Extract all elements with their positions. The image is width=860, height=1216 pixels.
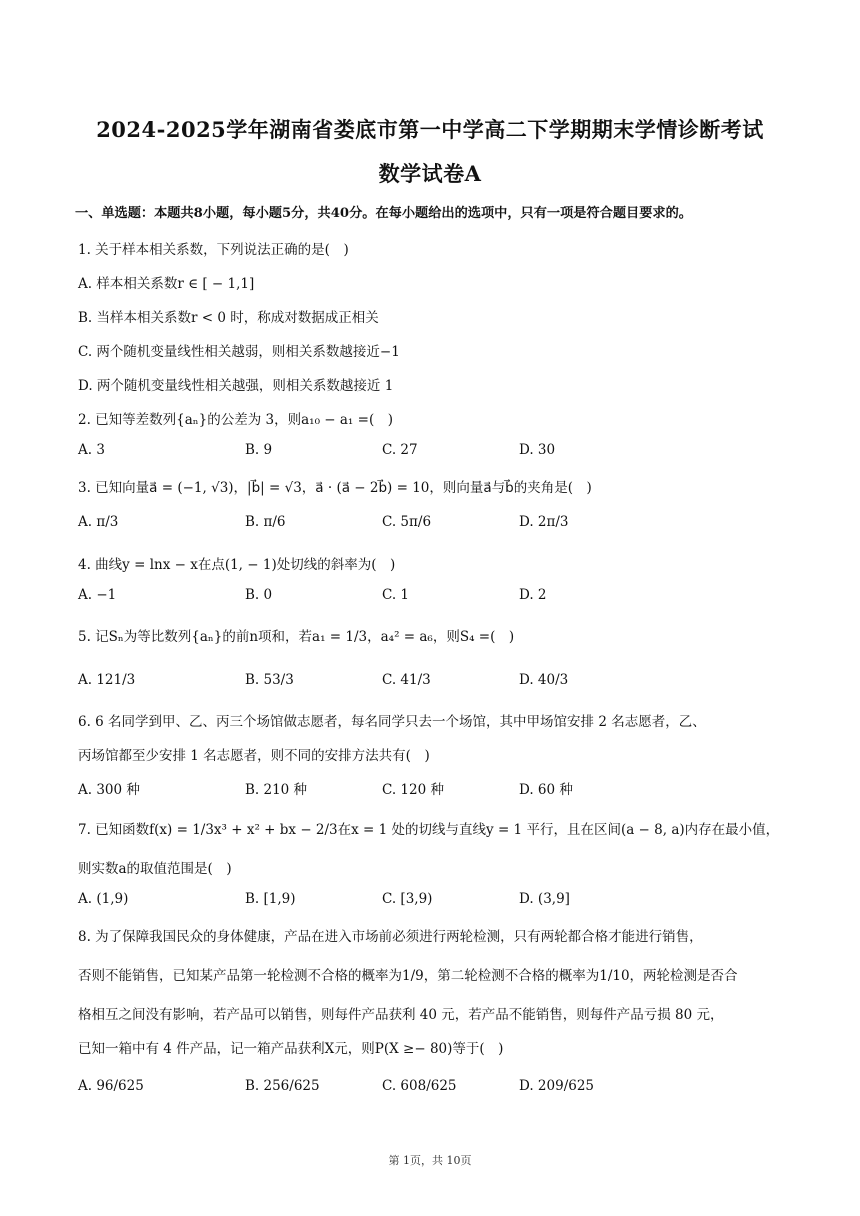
- question-7-option-b: B. [1,9): [245, 891, 296, 907]
- question-7-option-a: A. (1,9): [78, 891, 129, 907]
- question-8-stem-line4: 已知一箱中有 4 件产品，记一箱产品获利X元，则P(X ≥− 80)等于( ): [78, 1041, 504, 1057]
- question-3-option-d: D. 2π/3: [519, 514, 569, 530]
- question-6-stem-line1: 6. 6 名同学到甲、乙、丙三个场馆做志愿者，每名同学只去一个场馆，其中甲场馆安排 2 名志愿者，乙、: [78, 714, 706, 730]
- question-2-option-a: A. 3: [78, 442, 105, 458]
- exam-title: 2024-2025学年湖南省娄底市第一中学高二下学期期末学情诊断考试: [96, 117, 764, 142]
- question-2-stem: 2. 已知等差数列{aₙ}的公差为 3，则a₁₀ − a₁ =( ): [78, 412, 393, 428]
- question-5-stem: 5. 记Sₙ为等比数列{aₙ}的前n项和，若a₁ = 1/3，a₄² = a₆，则S₄ =( ): [78, 629, 515, 645]
- question-6-option-d: D. 60 种: [519, 782, 573, 798]
- section-heading: 一、单选题：本题共8小题，每小题5分，共40分。在每小题给出的选项中，只有一项是符合题目要求的。: [75, 206, 692, 221]
- question-1-option-b: B. 当样本相关系数r < 0 时，称成对数据成正相关: [78, 310, 379, 326]
- question-6-stem-line2: 丙场馆都至少安排 1 名志愿者，则不同的安排方法共有( ): [78, 748, 430, 764]
- question-7-option-d: D. (3,9]: [519, 891, 570, 907]
- question-8-option-b: B. 256/625: [245, 1078, 320, 1094]
- question-8-option-c: C. 608/625: [382, 1078, 457, 1094]
- question-7-stem-line1: 7. 已知函数f(x) = 1/3x³ + x² + bx − 2/3在x = 1 处的切线与直线y = 1 平行，且在区间(a − 8, a)内存在最小值，: [78, 822, 780, 838]
- question-5-option-d: D. 40/3: [519, 672, 569, 688]
- question-6-option-c: C. 120 种: [382, 782, 444, 798]
- question-8-stem-line1: 8. 为了保障我国民众的身体健康，产品在进入市场前必须进行两轮检测，只有两轮都合格才能进行销售，: [78, 929, 703, 945]
- page-footer: 第 1页，共 10页: [388, 1154, 472, 1167]
- question-8-option-a: A. 96/625: [78, 1078, 144, 1094]
- question-4-option-b: B. 0: [245, 587, 273, 603]
- question-1-option-d: D. 两个随机变量线性相关越强，则相关系数越接近 1: [78, 378, 394, 394]
- question-5-option-b: B. 53/3: [245, 672, 294, 688]
- question-7-option-c: C. [3,9): [382, 891, 433, 907]
- question-7-stem-line2: 则实数a的取值范围是( ): [78, 861, 232, 877]
- question-2-option-d: D. 30: [519, 442, 556, 458]
- question-3-stem: 3. 已知向量a⃗ = (−1, √3)，|b⃗| = √3，a⃗ · (a⃗ − 2b⃗) = 10，则向量a⃗与b⃗的夹角是( ): [78, 480, 592, 496]
- question-4-option-c: C. 1: [382, 587, 410, 603]
- question-5-option-c: C. 41/3: [382, 672, 431, 688]
- question-1-option-a: A. 样本相关系数r ∈ [ − 1,1]: [78, 276, 255, 292]
- question-8-stem-line2: 否则不能销售，已知某产品第一轮检测不合格的概率为1/9，第二轮检测不合格的概率为1/10，两轮检测是否合: [78, 968, 738, 984]
- question-6-option-a: A. 300 种: [78, 782, 140, 798]
- question-8-stem-line3: 格相互之间没有影响，若产品可以销售，则每件产品获利 40 元，若产品不能销售，则每件产品亏损 80 元，: [78, 1007, 724, 1023]
- question-2-option-b: B. 9: [245, 442, 273, 458]
- exam-subtitle: 数学试卷A: [378, 161, 482, 186]
- question-8-option-d: D. 209/625: [519, 1078, 595, 1094]
- question-3-option-a: A. π/3: [78, 514, 119, 530]
- question-6-option-b: B. 210 种: [245, 782, 308, 798]
- question-3-option-b: B. π/6: [245, 514, 286, 530]
- question-2-option-c: C. 27: [382, 442, 418, 458]
- question-4-stem: 4. 曲线y = lnx − x在点(1, − 1)处切线的斜率为( ): [78, 557, 396, 573]
- question-1-option-c: C. 两个随机变量线性相关越弱，则相关系数越接近−1: [78, 344, 400, 360]
- question-4-option-d: D. 2: [519, 587, 547, 603]
- question-1-stem: 1. 关于样本相关系数，下列说法正确的是( ): [78, 242, 349, 258]
- question-5-option-a: A. 121/3: [78, 672, 136, 688]
- question-4-option-a: A. −1: [78, 587, 117, 603]
- question-3-option-c: C. 5π/6: [382, 514, 432, 530]
